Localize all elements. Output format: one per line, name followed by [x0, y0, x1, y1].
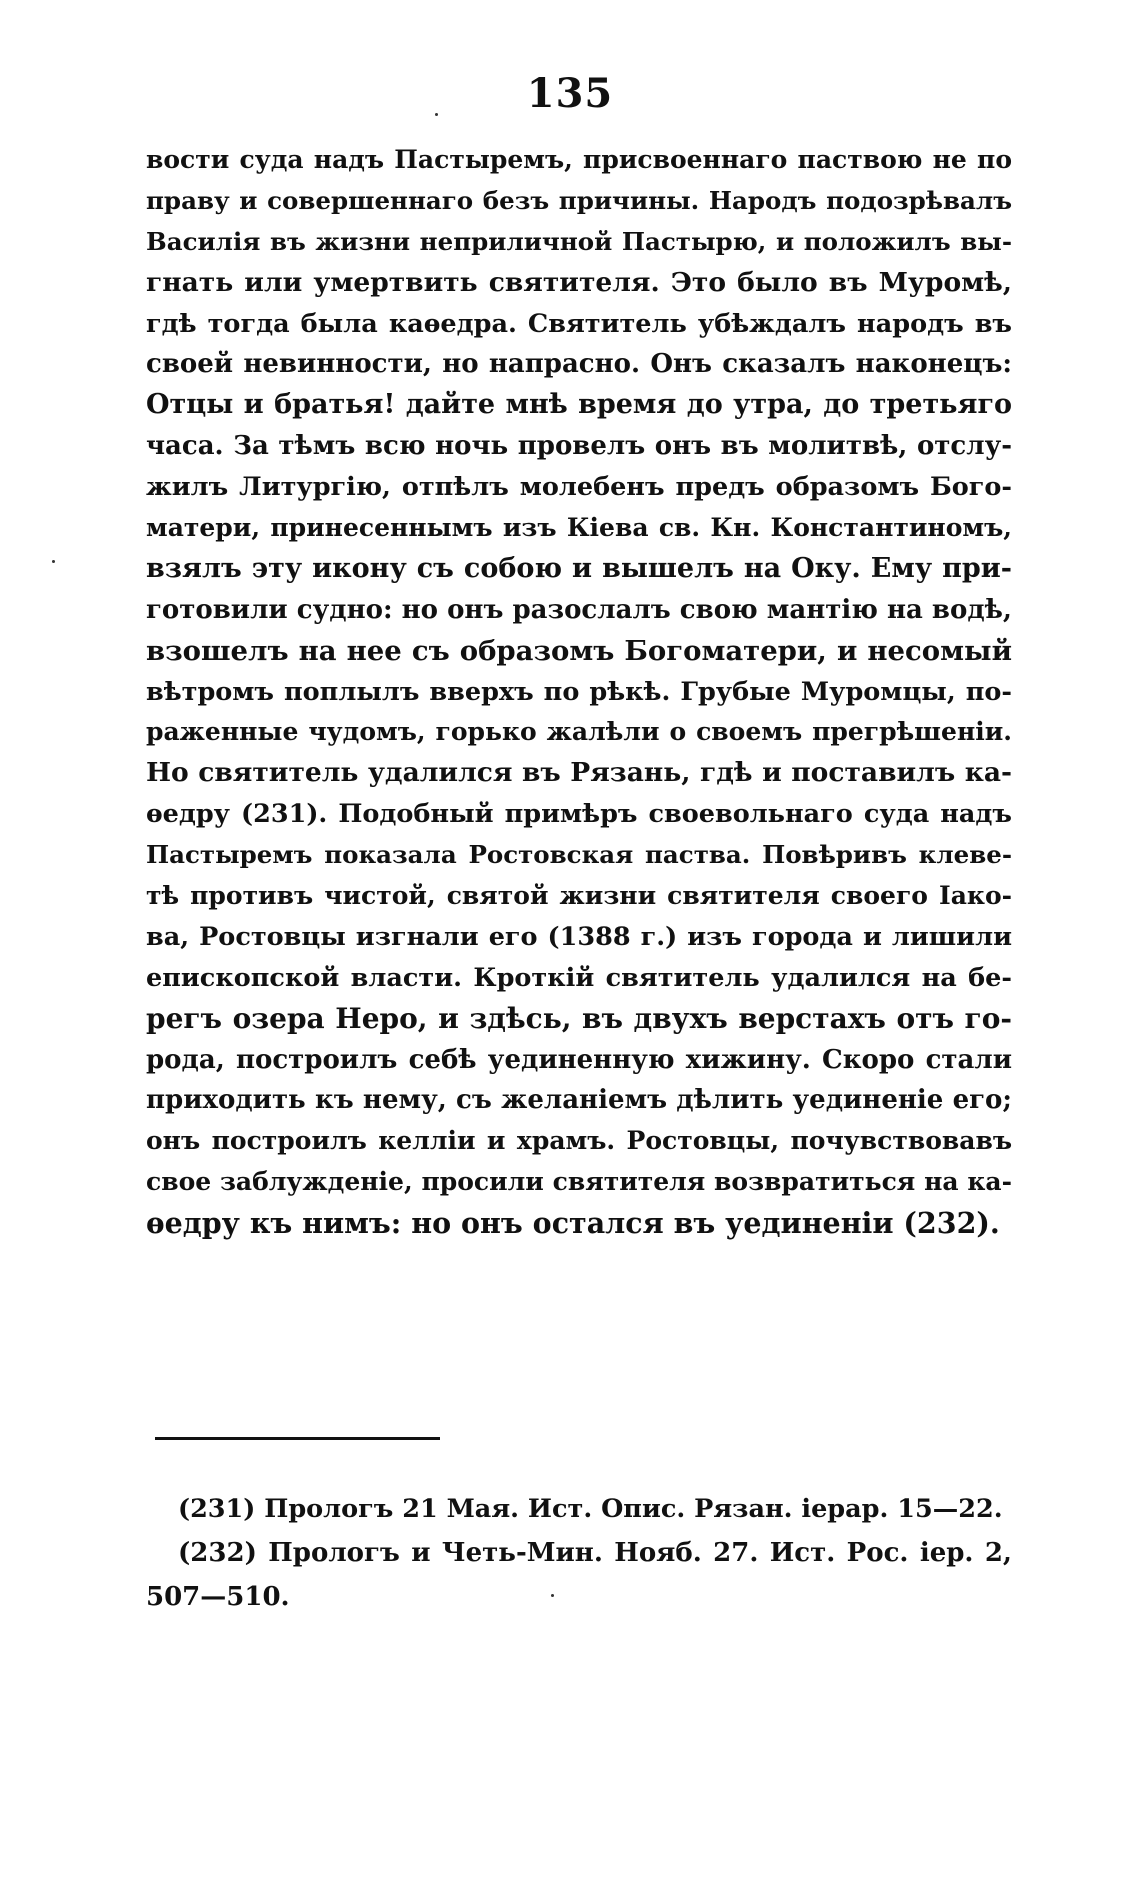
text-line: епископской власти. Кроткій святитель удалился на бе-	[146, 962, 1012, 993]
text-line: Но святитель удалился въ Рязань, гдѣ и поставилъ ка-	[146, 757, 1012, 789]
footnote-232: (232) Прологъ и Четь-Мин. Нояб. 27. Ист. Рос. іер. 2,	[178, 1538, 1012, 1568]
footnotes	[146, 1487, 1012, 1619]
text-line: свое заблужденіе, просили святителя возвратиться на ка-	[146, 1167, 1012, 1197]
print-speck	[435, 113, 438, 116]
text-line: своей невинности, но напрасно. Онъ сказалъ наконецъ:	[146, 349, 1012, 380]
text-line: Отцы и братья! дайте мнѣ время до утра, до третьяго	[146, 389, 1012, 421]
text-line: часа. За тѣмъ всю ночь провелъ онъ въ молитвѣ, отслу-	[146, 431, 1012, 462]
print-speck	[551, 1594, 554, 1597]
text-line: гдѣ тогда была каѳедра. Святитель убѣждалъ народъ въ	[146, 308, 1012, 339]
print-speck	[52, 560, 55, 563]
footnote-separator-rule	[155, 1437, 440, 1440]
footnote-231: (231) Прологъ 21 Мая. Ист. Опис. Рязан. іерар. 15—22.	[178, 1494, 1003, 1524]
text-line: вѣтромъ поплылъ вверхъ по рѣкѣ. Грубые Муромцы, по-	[146, 676, 1012, 707]
text-line: приходить къ нему, съ желаніемъ дѣлить уединеніе его;	[146, 1085, 1012, 1116]
text-line: ва, Ростовцы изгнали его (1388 г.) изъ города и лишили	[146, 921, 1012, 952]
text-line: матери, принесеннымъ изъ Кіева св. Кн. Константиномъ,	[146, 513, 1012, 543]
text-line: онъ построилъ келліи и храмъ. Ростовцы, почувствовавъ	[146, 1126, 1012, 1156]
page-number: 135	[526, 70, 614, 117]
text-line: ѳедру (231). Подобный примѣръ своевольнаго суда надъ	[146, 799, 1012, 830]
text-line: вости суда надъ Пастыремъ, присвоеннаго паствою не по	[146, 145, 1012, 174]
text-line: раженные чудомъ, горько жалѣли о своемъ прегрѣшеніи.	[146, 717, 1012, 747]
text-line: взошелъ на нее съ образомъ Богоматери, и несомый	[146, 634, 1012, 667]
text-line: праву и совершеннаго безъ причины. Народъ подозрѣвалъ	[146, 185, 1012, 215]
text-line: тѣ противъ чистой, святой жизни святителя своего Іако-	[146, 881, 1012, 911]
text-line: рода, построилъ себѣ уединенную хижину. Скоро стали	[146, 1044, 1012, 1075]
text-line: жилъ Литургію, отпѣлъ молебенъ предъ образомъ Бого-	[146, 472, 1012, 503]
text-line: ѳедру къ нимъ: но онъ остался въ уединеніи (232).	[146, 1206, 1000, 1241]
text-line: Пастыремъ показала Ростовская паства. Повѣривъ клеве-	[146, 840, 1012, 870]
text-line: гнать или умертвить святителя. Это было въ Муромѣ,	[146, 266, 1012, 298]
footnote-232-continuation: 507—510.	[146, 1582, 290, 1612]
text-line: готовили судно: но онъ разослалъ свою мантію на водѣ,	[146, 594, 1012, 625]
body-text	[146, 140, 1012, 1244]
text-line: регъ озера Неро, и здѣсь, въ двухъ верстахъ отъ го-	[146, 1001, 1012, 1035]
text-line: Василія въ жизни неприличной Пастырю, и положилъ вы-	[146, 226, 1012, 256]
text-line: взялъ эту икону съ собою и вышелъ на Оку. Ему при-	[146, 552, 1012, 584]
